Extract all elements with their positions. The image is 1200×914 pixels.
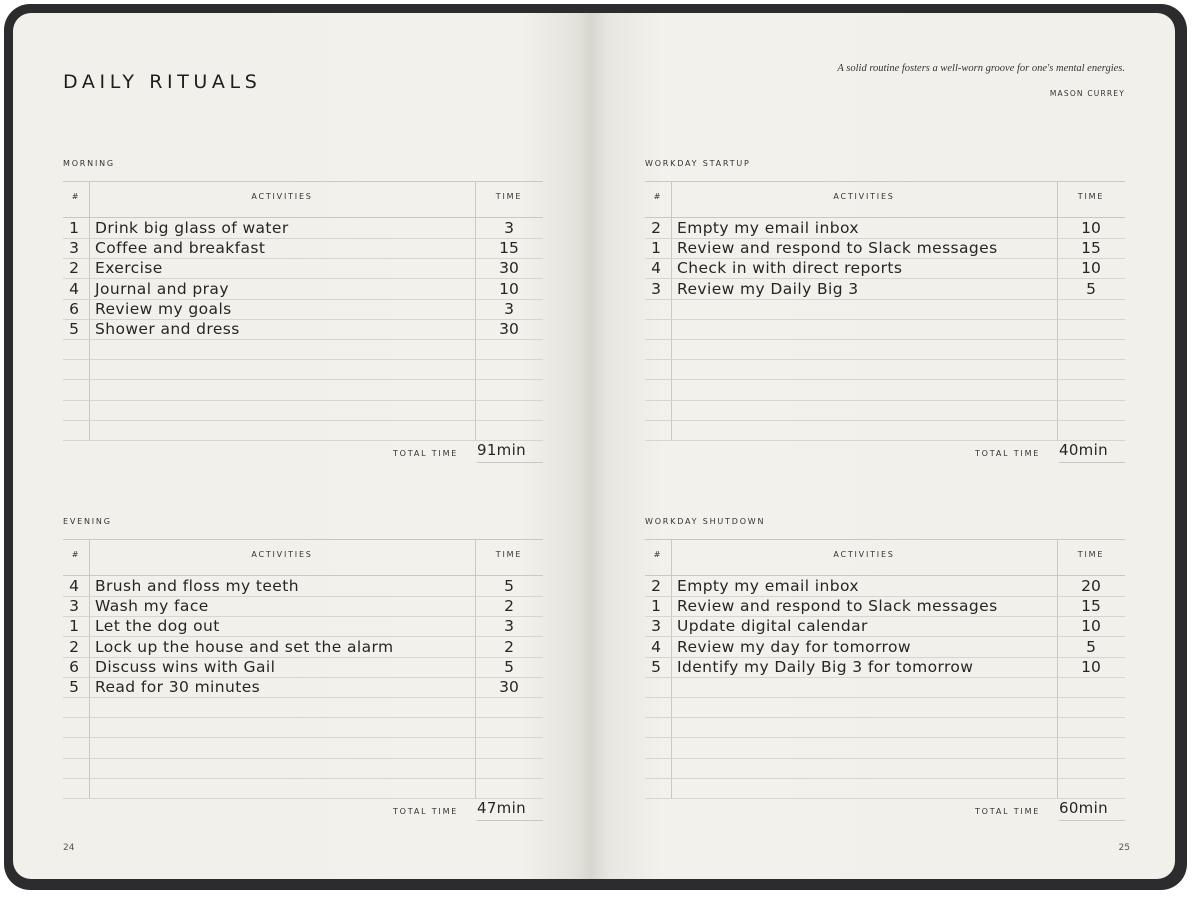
header-number: # [653, 550, 663, 559]
row-number: 1 [69, 219, 79, 237]
row-number: 1 [651, 239, 661, 258]
table-row [63, 238, 543, 259]
row-number: 4 [651, 259, 661, 278]
row-activity: Review my Daily Big 3 [677, 279, 859, 298]
table-row [645, 616, 1125, 637]
table-row [645, 677, 1125, 698]
table-row [645, 576, 1125, 597]
section-label: EVENING [63, 517, 112, 526]
table-row [63, 299, 543, 320]
row-activity: Read for 30 minutes [95, 678, 261, 696]
right-page [592, 13, 1175, 879]
table-row [63, 677, 543, 698]
row-time: 15 [1081, 239, 1101, 258]
row-time: 10 [1081, 657, 1101, 676]
table-row [645, 596, 1125, 617]
row-time: 15 [499, 239, 519, 258]
table-row [645, 380, 1125, 401]
row-activity: Empty my email inbox [677, 577, 859, 595]
row-number: 3 [651, 279, 661, 298]
row-time: 3 [504, 617, 514, 636]
total-time-label: TOTAL TIME [975, 449, 1041, 458]
ritual-table [63, 181, 543, 440]
row-time: 3 [504, 299, 514, 318]
row-number: 3 [651, 617, 661, 636]
table-row [63, 319, 543, 340]
total-time-label: TOTAL TIME [975, 807, 1041, 816]
table-row [63, 616, 543, 637]
row-number: 2 [69, 637, 79, 656]
table-row [645, 359, 1125, 380]
table-row [645, 758, 1125, 779]
ritual-table [645, 181, 1125, 440]
row-activity: Lock up the house and set the alarm [95, 637, 394, 656]
total-time-value: 60min [1059, 799, 1125, 821]
header-activities: ACTIVITIES [251, 192, 313, 201]
row-number: 4 [69, 577, 79, 595]
total-time-value: 47min [477, 799, 543, 821]
table-row [645, 738, 1125, 759]
row-time: 30 [499, 259, 519, 278]
table-row [63, 400, 543, 421]
workday-shutdown-section [645, 517, 1125, 837]
table-row [63, 380, 543, 401]
row-number: 2 [651, 577, 661, 595]
row-activity: Journal and pray [95, 279, 229, 298]
ritual-table [645, 539, 1125, 798]
table-row [63, 576, 543, 597]
table-row [63, 420, 543, 441]
header-time: TIME [495, 550, 523, 559]
table-row [63, 697, 543, 718]
row-number: 5 [69, 320, 79, 338]
row-time: 5 [1086, 279, 1096, 298]
total-time-value: 91min [477, 441, 543, 463]
row-number: 3 [69, 597, 79, 616]
row-number: 1 [651, 597, 661, 616]
row-activity: Coffee and breakfast [95, 239, 266, 258]
row-time: 5 [504, 577, 514, 595]
table-row [645, 420, 1125, 441]
section-label: WORKDAY SHUTDOWN [645, 517, 766, 526]
header-activities: ACTIVITIES [833, 550, 895, 559]
row-time: 10 [1081, 219, 1101, 237]
table-row [63, 778, 543, 799]
table-row [645, 218, 1125, 239]
table-row [645, 657, 1125, 678]
row-time: 20 [1081, 577, 1101, 595]
row-number: 2 [651, 219, 661, 237]
header-activities: ACTIVITIES [251, 550, 313, 559]
header-time: TIME [495, 192, 523, 201]
row-time: 2 [504, 637, 514, 656]
ritual-table [63, 539, 543, 798]
header-number: # [653, 192, 663, 201]
row-time: 5 [1086, 637, 1096, 656]
row-time: 30 [499, 320, 519, 338]
row-activity: Discuss wins with Gail [95, 657, 276, 676]
table-row [645, 279, 1125, 300]
table-row [645, 697, 1125, 718]
evening-section [63, 517, 543, 837]
row-activity: Review and respond to Slack messages [677, 239, 998, 258]
table-row [63, 717, 543, 738]
header-time: TIME [1077, 192, 1105, 201]
row-activity: Shower and dress [95, 320, 240, 338]
row-activity: Identify my Daily Big 3 for tomorrow [677, 657, 974, 676]
page-title: DAILY RITUALS [63, 71, 262, 93]
row-activity: Review and respond to Slack messages [677, 597, 998, 616]
table-row [645, 400, 1125, 421]
table-row [63, 637, 543, 658]
table-row [645, 238, 1125, 259]
row-number: 4 [651, 637, 661, 656]
row-activity: Review my goals [95, 299, 232, 318]
header-activities: ACTIVITIES [833, 192, 895, 201]
table-row [63, 279, 543, 300]
header-number: # [71, 192, 81, 201]
epigraph-quote: A solid routine fosters a well-worn groove for one's mental energies. [837, 63, 1125, 74]
table-row [645, 637, 1125, 658]
row-number: 4 [69, 279, 79, 298]
row-time: 5 [504, 657, 514, 676]
page-number-right: 25 [1118, 843, 1130, 853]
morning-section [63, 159, 543, 479]
row-number: 6 [69, 657, 79, 676]
table-row [63, 758, 543, 779]
row-time: 3 [504, 219, 514, 237]
workday-startup-section [645, 159, 1125, 479]
row-time: 10 [499, 279, 519, 298]
table-row [63, 218, 543, 239]
row-activity: Let the dog out [95, 617, 220, 636]
row-activity: Wash my face [95, 597, 209, 616]
row-activity: Check in with direct reports [677, 259, 903, 278]
row-time: 10 [1081, 617, 1101, 636]
row-time: 30 [499, 678, 519, 696]
table-row [63, 596, 543, 617]
epigraph-author: MASON CURREY [1049, 89, 1125, 98]
row-activity: Drink big glass of water [95, 219, 289, 237]
header-number: # [71, 550, 81, 559]
table-row [63, 657, 543, 678]
row-time: 15 [1081, 597, 1101, 616]
row-activity: Empty my email inbox [677, 219, 859, 237]
table-row [645, 319, 1125, 340]
table-row [645, 778, 1125, 799]
row-activity: Review my day for tomorrow [677, 637, 911, 656]
row-number: 5 [651, 657, 661, 676]
row-activity: Update digital calendar [677, 617, 868, 636]
table-row [63, 738, 543, 759]
row-number: 2 [69, 259, 79, 278]
row-activity: Brush and floss my teeth [95, 577, 299, 595]
row-number: 5 [69, 678, 79, 696]
table-row [645, 299, 1125, 320]
total-time-label: TOTAL TIME [393, 449, 459, 458]
row-activity: Exercise [95, 259, 163, 278]
row-number: 3 [69, 239, 79, 258]
table-row [645, 717, 1125, 738]
table-row [63, 359, 543, 380]
total-time-label: TOTAL TIME [393, 807, 459, 816]
header-time: TIME [1077, 550, 1105, 559]
left-page [13, 13, 592, 879]
table-row [63, 339, 543, 360]
table-row [645, 258, 1125, 279]
section-label: MORNING [63, 159, 115, 168]
row-time: 10 [1081, 259, 1101, 278]
row-number: 1 [69, 617, 79, 636]
row-time: 2 [504, 597, 514, 616]
section-label: WORKDAY STARTUP [645, 159, 751, 168]
page-number-left: 24 [63, 843, 75, 853]
total-time-value: 40min [1059, 441, 1125, 463]
table-row [645, 339, 1125, 360]
row-number: 6 [69, 299, 79, 318]
table-row [63, 258, 543, 279]
